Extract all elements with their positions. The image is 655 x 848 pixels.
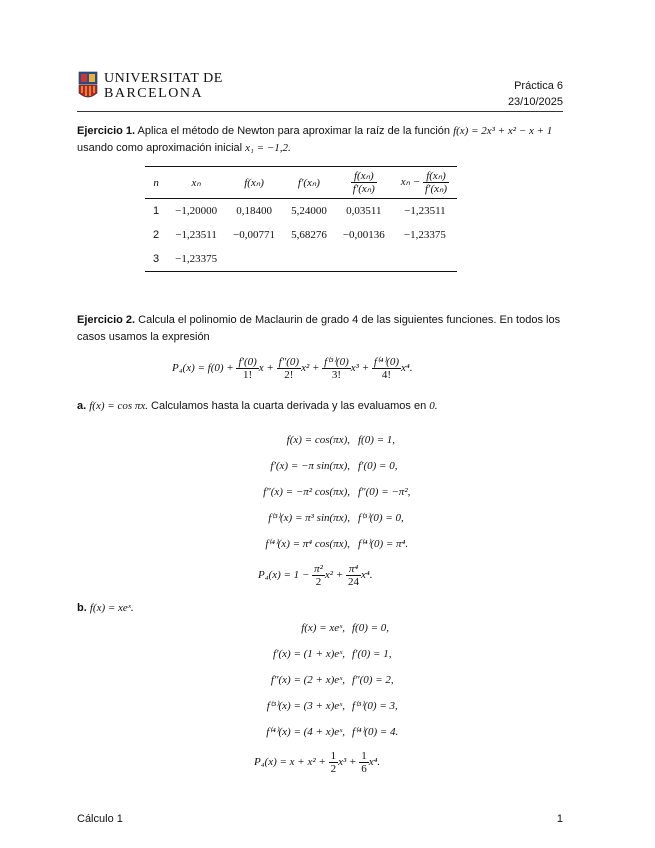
result-a-lhs: P₄(x) = 1 −	[258, 569, 310, 582]
part-a-label: a.	[77, 400, 87, 412]
deriv-line: f′(x) = (1 + x)eˣ,	[273, 648, 345, 660]
formula-t4-den: 4!	[381, 369, 392, 381]
col-dfxn: f′(xₙ)	[297, 177, 320, 189]
footer-page-number: 1	[556, 813, 563, 825]
result-a-f1-num: π²	[314, 563, 323, 575]
value-line: f′(0) = 0,	[358, 460, 398, 472]
result-b-f1-den: 2	[330, 763, 337, 775]
formula-t1-x: x +	[258, 362, 274, 375]
part-a-result	[258, 563, 373, 588]
result-b-f2-num: 1	[361, 750, 367, 762]
cell: 0,03511	[346, 205, 382, 217]
part-a-values	[358, 427, 410, 557]
result-a-end: x⁴.	[361, 569, 373, 582]
value-line: f⁽⁴⁾(0) = π⁴.	[358, 538, 409, 550]
value-line: f⁽⁴⁾(0) = 4.	[352, 726, 399, 738]
newton-table-header	[145, 167, 457, 199]
exercise-2-text2: casos usamos la expresión	[77, 331, 210, 343]
value-line: f⁽³⁾(0) = 3,	[352, 700, 398, 712]
part-b-values	[352, 615, 398, 745]
practice-label: Práctica 6	[514, 80, 563, 92]
col-next	[393, 167, 457, 199]
col-fxn: f(xₙ)	[244, 177, 264, 189]
result-b-f1-num: 1	[330, 750, 337, 762]
part-b-derivatives	[210, 615, 345, 745]
cell: 2	[153, 229, 160, 241]
formula-t2-x: x² +	[301, 362, 320, 375]
table-row	[145, 199, 457, 224]
deriv-line: f⁽⁴⁾(x) = (4 + x)eˣ,	[266, 726, 345, 738]
value-line: f(0) = 1,	[358, 434, 396, 446]
deriv-line: f″(x) = (2 + x)eˣ,	[270, 674, 345, 686]
cell: −1,23511	[175, 229, 217, 241]
table-row	[145, 247, 457, 272]
cell: −1,20000	[175, 205, 218, 217]
exercise-2-text: Calcula el polinomio de Maclaurin de grado 4 de las siguientes funciones. En todos los	[138, 314, 561, 326]
cell	[393, 247, 457, 272]
date-label: 23/10/2025	[507, 96, 563, 108]
cell: −1,23375	[175, 253, 218, 265]
exercise-1-text: Aplica el método de Newton para aproximar la raíz de la función	[137, 125, 454, 137]
exercise-2-statement	[77, 312, 563, 346]
exercise-1-text-b: usando como aproximación inicial	[77, 142, 246, 154]
value-line: f″(0) = 2,	[352, 674, 394, 686]
col-ratio-den: f′(xₙ)	[352, 183, 375, 195]
cell: −0,00771	[233, 229, 276, 241]
university-line2: BARCELONA	[104, 86, 204, 101]
cell: 1	[153, 205, 160, 217]
result-a-f1-den: 2	[315, 576, 322, 588]
newton-table	[145, 166, 457, 272]
header-rule	[77, 111, 563, 112]
part-a-text: Calculamos hasta la cuarta derivada y las evaluamos en	[148, 400, 430, 412]
cell: 0,18400	[236, 205, 272, 217]
part-b-function: f(x) = xeˣ.	[89, 602, 134, 614]
exercise-1-function: f(x) = 2x³ + x² − x + 1	[453, 125, 553, 137]
formula-t2-num: f″(0)	[278, 356, 300, 368]
formula-t2-den: 2!	[284, 369, 294, 381]
value-line: f(0) = 0,	[352, 622, 390, 634]
col-ratio	[335, 167, 393, 199]
footer-course: Cálculo 1	[77, 813, 123, 825]
result-a-f2-den: 24	[348, 576, 360, 588]
university-logo	[78, 71, 98, 101]
col-n: n	[153, 176, 159, 189]
result-b-mid: x³ +	[338, 756, 357, 769]
col-ratio-num: f(xₙ)	[351, 170, 377, 183]
col-xn: xₙ	[191, 177, 201, 189]
deriv-line: f″(x) = −π² cos(πx),	[263, 486, 350, 498]
cell: 5,68276	[291, 229, 327, 241]
col-next-den: f′(xₙ)	[424, 183, 448, 195]
formula-t3-den: 3!	[331, 369, 342, 381]
deriv-line: f(x) = xeˣ,	[301, 622, 345, 634]
cell	[283, 247, 335, 272]
deriv-line: f(x) = cos(πx),	[286, 434, 350, 446]
result-b-lhs: P₄(x) = x + x² +	[254, 756, 326, 769]
deriv-line: f⁽³⁾(x) = (3 + x)eˣ,	[266, 700, 345, 712]
cell: −0,00136	[342, 229, 385, 241]
col-next-prefix: xₙ −	[400, 176, 421, 189]
part-b-result	[254, 750, 380, 775]
table-row	[145, 223, 457, 247]
cell: 5,24000	[291, 205, 327, 217]
formula-t1-num: f′(0)	[238, 356, 257, 368]
part-a-zero: 0.	[429, 400, 438, 412]
col-next-num: f(xₙ)	[423, 170, 449, 183]
formula-lhs: P₄(x) = f(0) +	[172, 362, 234, 375]
exercise-2-label: Ejercicio 2.	[77, 314, 136, 326]
deriv-line: f⁽⁴⁾(x) = π⁴ cos(πx),	[265, 538, 350, 550]
part-b-label: b.	[77, 602, 87, 614]
university-name	[104, 71, 223, 101]
part-a-function: f(x) = cos πx.	[89, 400, 148, 412]
university-line1: UNIVERSITAT DE	[104, 71, 223, 86]
result-b-f2-den: 6	[361, 763, 367, 775]
result-a-f2-num: π⁴	[346, 563, 361, 576]
value-line: f′(0) = 1,	[352, 648, 392, 660]
cell	[225, 247, 283, 272]
result-b-end: x⁴.	[368, 756, 381, 769]
exercise-1-statement	[77, 123, 563, 157]
value-line: f⁽³⁾(0) = 0,	[358, 512, 404, 524]
maclaurin-formula	[172, 356, 412, 381]
formula-t4-num: f⁽⁴⁾(0)	[373, 356, 399, 368]
exercise-1-label: Ejercicio 1.	[77, 125, 136, 137]
part-a-intro	[77, 398, 563, 415]
formula-t3-x: x³ +	[350, 362, 370, 375]
formula-t1-den: 1!	[243, 369, 253, 381]
cell	[335, 247, 393, 272]
value-line: f″(0) = −π²,	[358, 486, 411, 498]
cell: 3	[153, 253, 160, 265]
exercise-1-initial: x₁ = −1,2.	[245, 142, 291, 154]
part-a-derivatives	[200, 427, 350, 557]
cell: −1,23511	[404, 205, 446, 217]
deriv-line: f′(x) = −π sin(πx),	[270, 460, 350, 472]
deriv-line: f⁽³⁾(x) = π³ sin(πx),	[268, 512, 350, 524]
formula-t4-x: x⁴.	[401, 362, 413, 375]
cell: −1,23375	[403, 229, 446, 241]
formula-t3-num: f⁽³⁾(0)	[324, 356, 349, 368]
result-a-mid: x² +	[324, 569, 344, 582]
